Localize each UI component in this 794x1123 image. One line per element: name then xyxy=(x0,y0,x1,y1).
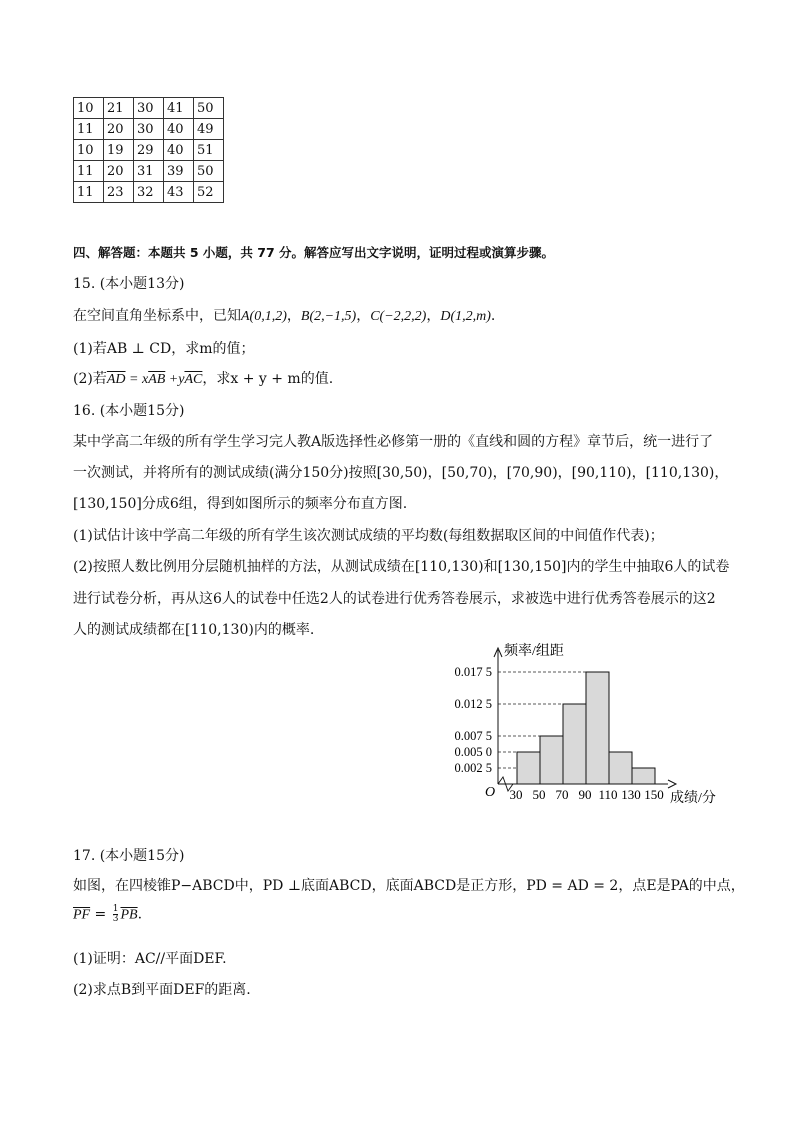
x-tick-label: 50 xyxy=(532,787,546,802)
histogram-bar xyxy=(563,704,586,784)
x-tick-label: 30 xyxy=(509,787,523,802)
q15-title: 15. (本小题13分) xyxy=(73,276,185,292)
table-cell: 21 xyxy=(104,98,134,119)
table-cell: 50 xyxy=(194,161,224,182)
y-axis-label: 频率/组距 xyxy=(504,644,564,659)
table-row xyxy=(74,119,224,140)
q17-line1: 如图，在四棱锥P−ABCD中，PD ⊥底面ABCD，底面ABCD是正方形，PD = AD = 2，点E是PA的中点， xyxy=(73,878,745,894)
table-cell: 52 xyxy=(194,182,224,203)
table-cell: 30 xyxy=(134,98,164,119)
q15-part2-prefix: (2)若 xyxy=(73,371,107,387)
table-cell: 19 xyxy=(104,140,134,161)
q16-line7: 人的测试成绩都在[110,130)内的概率. xyxy=(73,622,315,638)
x-tick-label: 90 xyxy=(578,787,592,802)
table-cell: 40 xyxy=(164,119,194,140)
table-row xyxy=(74,140,224,161)
vector-pf: $\overline{PF}$ xyxy=(73,907,91,923)
table-cell: 51 xyxy=(194,140,224,161)
section-heading: 四、解答题：本题共 5 小题，共 77 分。解答应写出文字说明，证明过程或演算步骤。 xyxy=(73,245,555,260)
q17-part2: (2)求点B到平面DEF的距离. xyxy=(73,982,251,998)
table-row xyxy=(74,98,224,119)
q15-part2: (2)若$\overline{AD} = x\overline{AB} +y\overline{AC}$，求x + y + m的值. xyxy=(73,371,334,387)
histogram-bar xyxy=(586,672,609,784)
fraction: $\frac{1}{3}$ xyxy=(112,904,119,924)
q17-vector-eq: $\overline{PF}$ = $\frac{1}{3}$ $\overline{PB}$. xyxy=(73,904,143,924)
table-cell: 23 xyxy=(104,182,134,203)
vector-pb: $\overline{PB}$ xyxy=(120,907,138,923)
q15-part2-suffix: ，求x + y + m的值. xyxy=(202,371,334,387)
table-cell: 29 xyxy=(134,140,164,161)
table-cell: 20 xyxy=(104,119,134,140)
q16-line2: 一次测试，并将所有的测试成绩(满分150分)按照[30,50)，[50,70)，[70,90)，[90,110)，[110,130)， xyxy=(73,465,729,481)
x-axis-label: 成绩/分 xyxy=(670,791,716,806)
table-cell: 20 xyxy=(104,161,134,182)
table-cell: 40 xyxy=(164,140,194,161)
table-cell: 11 xyxy=(74,182,104,203)
y-tick-label: 0.017 5 xyxy=(454,665,492,679)
table-cell: 43 xyxy=(164,182,194,203)
table-row xyxy=(74,161,224,182)
q16-title: 16. (本小题15分) xyxy=(73,403,185,419)
table-cell: 50 xyxy=(194,98,224,119)
y-tick-label: 0.012 5 xyxy=(454,697,492,711)
x-tick-label: 150 xyxy=(644,787,664,802)
q16-line3: [130,150]分成6组，得到如图所示的频率分布直方图. xyxy=(73,496,408,512)
table-cell: 41 xyxy=(164,98,194,119)
point-a: A(0,1,2) xyxy=(241,309,287,324)
x-tick-label: 110 xyxy=(598,787,618,802)
point-c: C(−2,2,2) xyxy=(370,309,427,324)
q16-line1: 某中学高二年级的所有学生学习完人教A版选择性必修第一册的《直线和圆的方程》章节后，统一进行了 xyxy=(73,434,714,450)
table-cell: 49 xyxy=(194,119,224,140)
table-row xyxy=(74,182,224,203)
point-b: B(2,−1,5) xyxy=(300,309,357,324)
q17-title: 17. (本小题15分) xyxy=(73,848,185,864)
q15-stem-prefix: 在空间直角坐标系中，已知 xyxy=(73,308,241,324)
histogram-bar xyxy=(517,752,540,784)
q17-part1: (1)证明：AC//平面DEF. xyxy=(73,951,227,967)
origin-label: O xyxy=(485,785,496,800)
table-cell: 10 xyxy=(74,140,104,161)
histogram-bar xyxy=(632,768,655,784)
table-cell: 11 xyxy=(74,161,104,182)
table-cell: 30 xyxy=(134,119,164,140)
histogram-bar xyxy=(540,736,563,784)
table-cell: 32 xyxy=(134,182,164,203)
y-tick-label: 0.002 5 xyxy=(454,761,492,775)
data-table xyxy=(73,97,224,203)
y-tick-label: 0.007 5 xyxy=(454,729,492,743)
frequency-histogram xyxy=(440,636,740,812)
q15-part1: (1)若AB ⊥ CD，求m的值； xyxy=(73,341,255,357)
table-cell: 39 xyxy=(164,161,194,182)
y-tick-label: 0.005 0 xyxy=(454,745,492,759)
x-axis-arrow xyxy=(668,780,676,788)
q16-line6: 进行试卷分析，再从这6人的试卷中任选2人的试卷进行优秀答卷展示，求被选中进行优秀答卷展示的这2 xyxy=(73,591,716,607)
x-tick-label: 130 xyxy=(621,787,641,802)
histogram-bar xyxy=(609,752,632,784)
q16-line4: (1)试估计该中学高二年级的所有学生该次测试成绩的平均数(每组数据取区间的中间值作代表)； xyxy=(73,528,664,544)
table-cell: 11 xyxy=(74,119,104,140)
q15-stem: 在空间直角坐标系中，已知A(0,1,2)，B(2,−1,5)，C(−2,2,2)，D(1,2,m). xyxy=(73,308,496,324)
table-cell: 10 xyxy=(74,98,104,119)
point-d: D(1,2,m) xyxy=(440,309,491,324)
x-tick-label: 70 xyxy=(555,787,569,802)
table-cell: 31 xyxy=(134,161,164,182)
q16-line5: (2)按照人数比例用分层随机抽样的方法，从测试成绩在[110,130)和[130,150]内的学生中抽取6人的试卷 xyxy=(73,559,730,575)
